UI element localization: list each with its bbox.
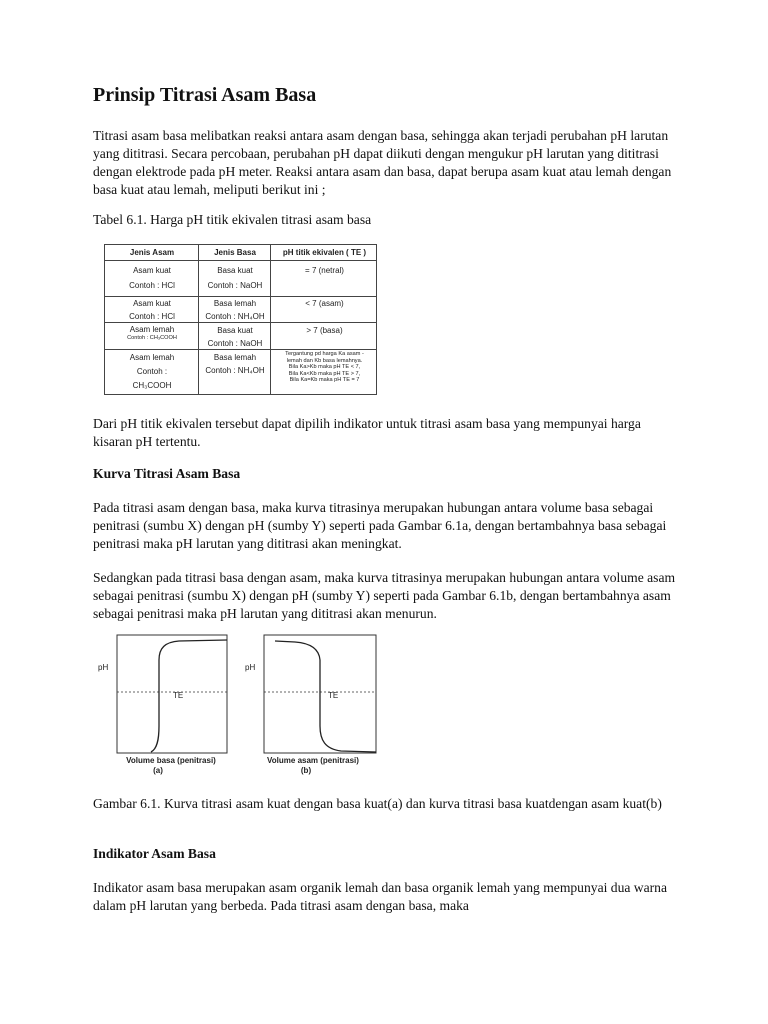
x-axis-label: Volume basa (penitrasi) (126, 756, 216, 765)
table-cell: Asam lemah Contoh : CH₃COOH (127, 325, 177, 341)
titration-curve-a (151, 640, 227, 752)
titration-curves-figure (95, 632, 385, 782)
table-cell: Basa kuat Contoh : NaOH (207, 326, 263, 348)
panel-label-b: (b) (300, 766, 312, 775)
table-cell: > 7 (basa) (306, 326, 343, 335)
table-cell: Basa kuat Contoh : NaOH (207, 266, 263, 290)
paragraph-kurva-1: Pada titrasi asam dengan basa, maka kurva titrasinya merupakan hubungan antara volume basa sebagai penitrasi (sumbu X) dengan pH (sumby Y) seperti pada Gambar 6.1a, dengan bertambahnya basa sebagai penitrasi maka pH larutan yang dititrasi akan meningkat. (93, 500, 667, 551)
paragraph-indikator: Indikator asam basa merupakan asam organik lemah dan basa organik lemah yang mempunyai dua warna dalam pH larutan yang berbeda. Pada titrasi asam dengan basa, maka (93, 880, 668, 913)
table-cell: Asam lemah Contoh : CH₃COOH (129, 353, 175, 390)
table-divider (105, 260, 376, 261)
curve-panel-b (245, 635, 376, 775)
y-axis-label: pH (98, 663, 109, 672)
table-cell: Basa lemah Contoh : NH₄OH (205, 299, 265, 321)
te-label: TE (328, 691, 339, 700)
panel-label-a: (a) (153, 766, 163, 775)
table-cell: Asam kuat Contoh : HCl (129, 299, 175, 321)
table-cell: Asam kuat Contoh : HCl (129, 266, 175, 290)
curve-panel-a (98, 635, 227, 775)
table-cell: Basa lemah Contoh : NH₄OH (205, 353, 265, 375)
ph-equivalence-table (104, 244, 377, 395)
page-title: Prinsip Titrasi Asam Basa (93, 84, 317, 106)
heading-indikator: Indikator Asam Basa (93, 846, 216, 861)
intro-paragraph: Titrasi asam basa melibatkan reaksi antara asam dengan basa, sehingga akan terjadi perubahan pH larutan yang dititrasi. Secara percobaan, perubahan pH dapat diikuti dengan mengukur pH larutan yang dititrasi dengan elektrode pada pH meter. Reaksi antara asam dan basa, dapat berupa asam kuat atau lemah dengan basa kuat atau lemah, meliputi berikut ini ; (93, 128, 672, 197)
titration-curve-b (275, 641, 376, 752)
x-axis-label: Volume asam (penitrasi) (267, 756, 359, 765)
table-cell: = 7 (netral) (305, 266, 344, 275)
table-caption: Tabel 6.1. Harga pH titik ekivalen titrasi asam basa (93, 212, 372, 227)
heading-kurva: Kurva Titrasi Asam Basa (93, 466, 241, 481)
te-label: TE (173, 691, 184, 700)
plot-frame (117, 635, 227, 753)
table-header-jenis-basa: Jenis Basa (214, 248, 256, 257)
figure-caption: Gambar 6.1. Kurva titrasi asam kuat dengan basa kuat(a) dan kurva titrasi basa kuatdengan asam kuat(b) (93, 796, 662, 811)
table-cell: < 7 (asam) (305, 299, 344, 308)
y-axis-label: pH (245, 663, 256, 672)
paragraph-kurva-2: Sedangkan pada titrasi basa dengan asam, maka kurva titrasinya merupakan hubungan antara volume asam sebagai penitrasi (sumbu X) dengan pH (sumby Y) seperti pada Gambar 6.1b, dengan bertambahnya asam sebagai penitrasi maka pH larutan yang dititrasi akan menurun. (93, 570, 676, 621)
table-header-ph-te: pH titik ekivalen ( TE ) (282, 248, 367, 257)
table-header-jenis-asam: Jenis Asam (129, 248, 175, 257)
table-cell: Tergantung pd harga Ka asam - lemah dan Kb basa lemahnya. Bila Ka>Kb maka pH TE < 7, Bila Ka<Kb maka pH TE > 7, Bila Ka=Kb maka pH TE = 7 (285, 351, 364, 384)
paragraph-indikator-intro: Dari pH titik ekivalen tersebut dapat dipilih indikator untuk titrasi asam basa yang mempunyai harga kisaran pH tertentu. (93, 416, 641, 449)
